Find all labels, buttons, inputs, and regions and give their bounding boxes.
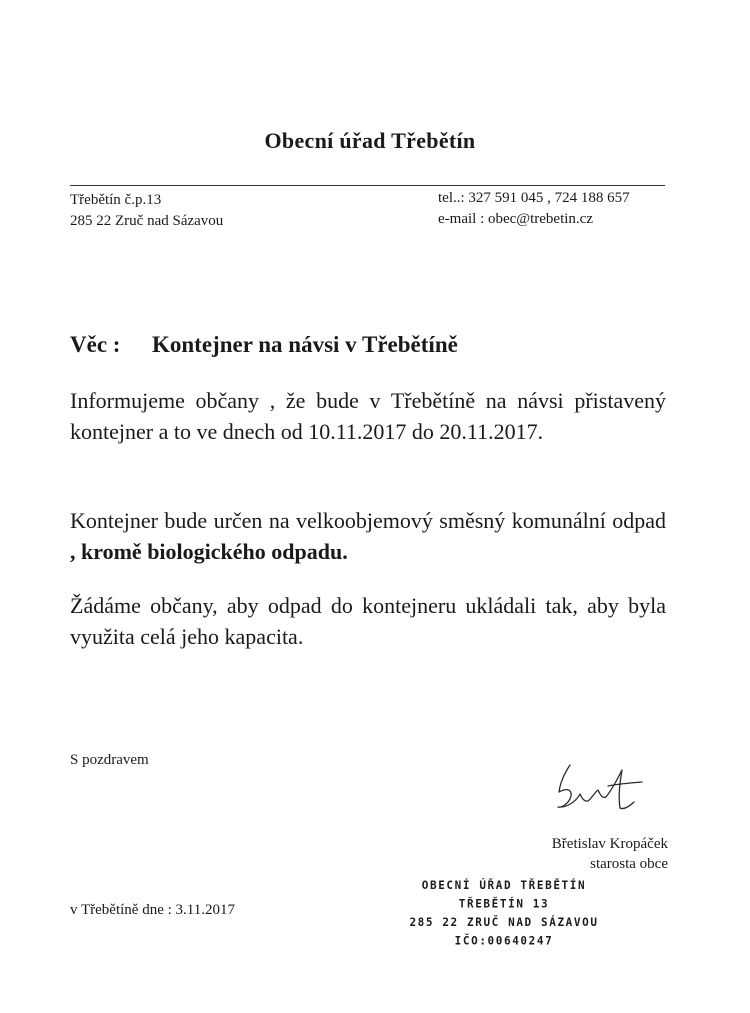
- office-address: [70, 190, 223, 232]
- stamp-line-3: 285 22 ZRUČ NAD SÁZAVOU: [409, 915, 599, 930]
- stamp-line-1: OBECNÍ ÚŘAD TŘEBĚTÍN: [421, 878, 587, 893]
- address-line-2: 285 22 Zruč nad Sázavou: [70, 213, 224, 229]
- office-stamp: [404, 876, 604, 949]
- paragraph-waste-type-exception: , kromě biologického odpadu.: [70, 539, 348, 564]
- signature-image: [552, 762, 652, 828]
- place-and-date: v Třebětíně dne : 3.11.2017: [70, 902, 235, 918]
- office-title: Obecní úřad Třebětín: [264, 128, 476, 153]
- paragraph-waste-type-text: Kontejner bude určen na velkoobjemový směsný komunální odpad: [70, 508, 666, 533]
- paragraph-request: Žádáme občany, aby odpad do kontejneru ukládali tak, aby byla využita celá jeho kapacita.: [70, 593, 666, 649]
- header-divider: [70, 185, 665, 186]
- signer-block: [500, 834, 668, 874]
- greeting: S pozdravem: [70, 752, 149, 768]
- office-contact: [438, 188, 630, 230]
- stamp-line-4: IČO:00640247: [454, 933, 554, 948]
- subject-line: [70, 332, 458, 358]
- phone-line: tel..: 327 591 045 , 724 188 657: [438, 190, 630, 206]
- signer-name: Břetislav Kropáček: [551, 836, 668, 852]
- subject-label: Věc :: [70, 332, 121, 357]
- signer-title: starosta obce: [590, 856, 668, 872]
- paragraph-waste-type: [70, 505, 666, 567]
- subject-text: Kontejner na návsi v Třebětíně: [152, 332, 458, 357]
- paragraph-announcement: Informujeme občany , že bude v Třebětíně na návsi přistavený kontejner a to ve dnech od 10.11.2017 do 20.11.2017.: [70, 388, 666, 444]
- email-line: e-mail : obec@trebetin.cz: [438, 211, 593, 227]
- stamp-line-2: TŘEBĚTÍN 13: [458, 896, 550, 911]
- address-line-1: Třebětín č.p.13: [70, 192, 162, 208]
